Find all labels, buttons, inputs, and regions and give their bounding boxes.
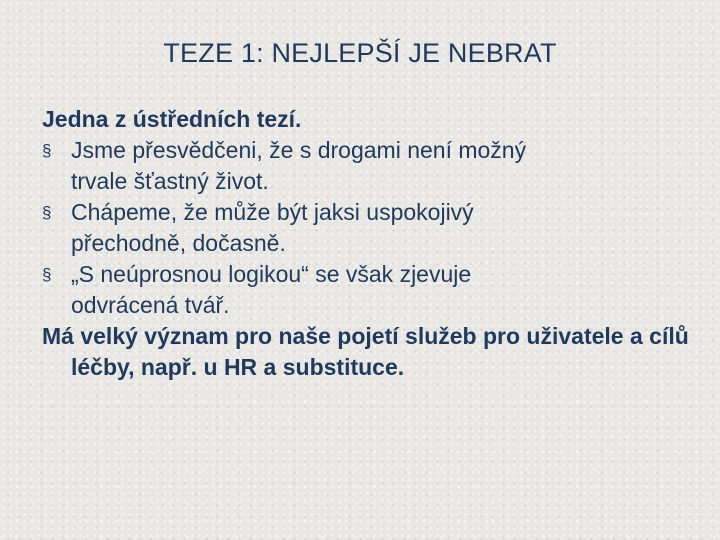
bullet-line: trvale šťastný život. <box>71 168 269 194</box>
closing-statement: Má velký význam pro naše pojetí služeb pro uživatele a cílů léčby, např. u HR a substituce. <box>42 323 689 380</box>
bullet-line: odvrácená tvář. <box>71 292 230 318</box>
lead-statement: Jedna z ústředních tezí. <box>42 106 302 132</box>
section-bullet-icon: § <box>42 265 52 284</box>
slide-content <box>42 104 702 383</box>
bullet-line: Chápeme, že může být jaksi uspokojivý <box>71 199 474 225</box>
bullet-item <box>42 197 702 259</box>
bullet-item <box>42 135 702 197</box>
bullet-item <box>42 259 702 321</box>
section-bullet-icon: § <box>42 141 52 160</box>
bullet-line: Jsme přesvědčeni, že s drogami není možný <box>71 137 527 163</box>
bullet-line: přechodně, dočasně. <box>71 230 286 256</box>
section-bullet-icon: § <box>42 203 52 222</box>
bullet-line: „S neúprosnou logikou“ se však zjevuje <box>71 261 472 287</box>
slide-title: TEZE 1: NEJLEPŠÍ JE NEBRAT <box>163 38 557 68</box>
